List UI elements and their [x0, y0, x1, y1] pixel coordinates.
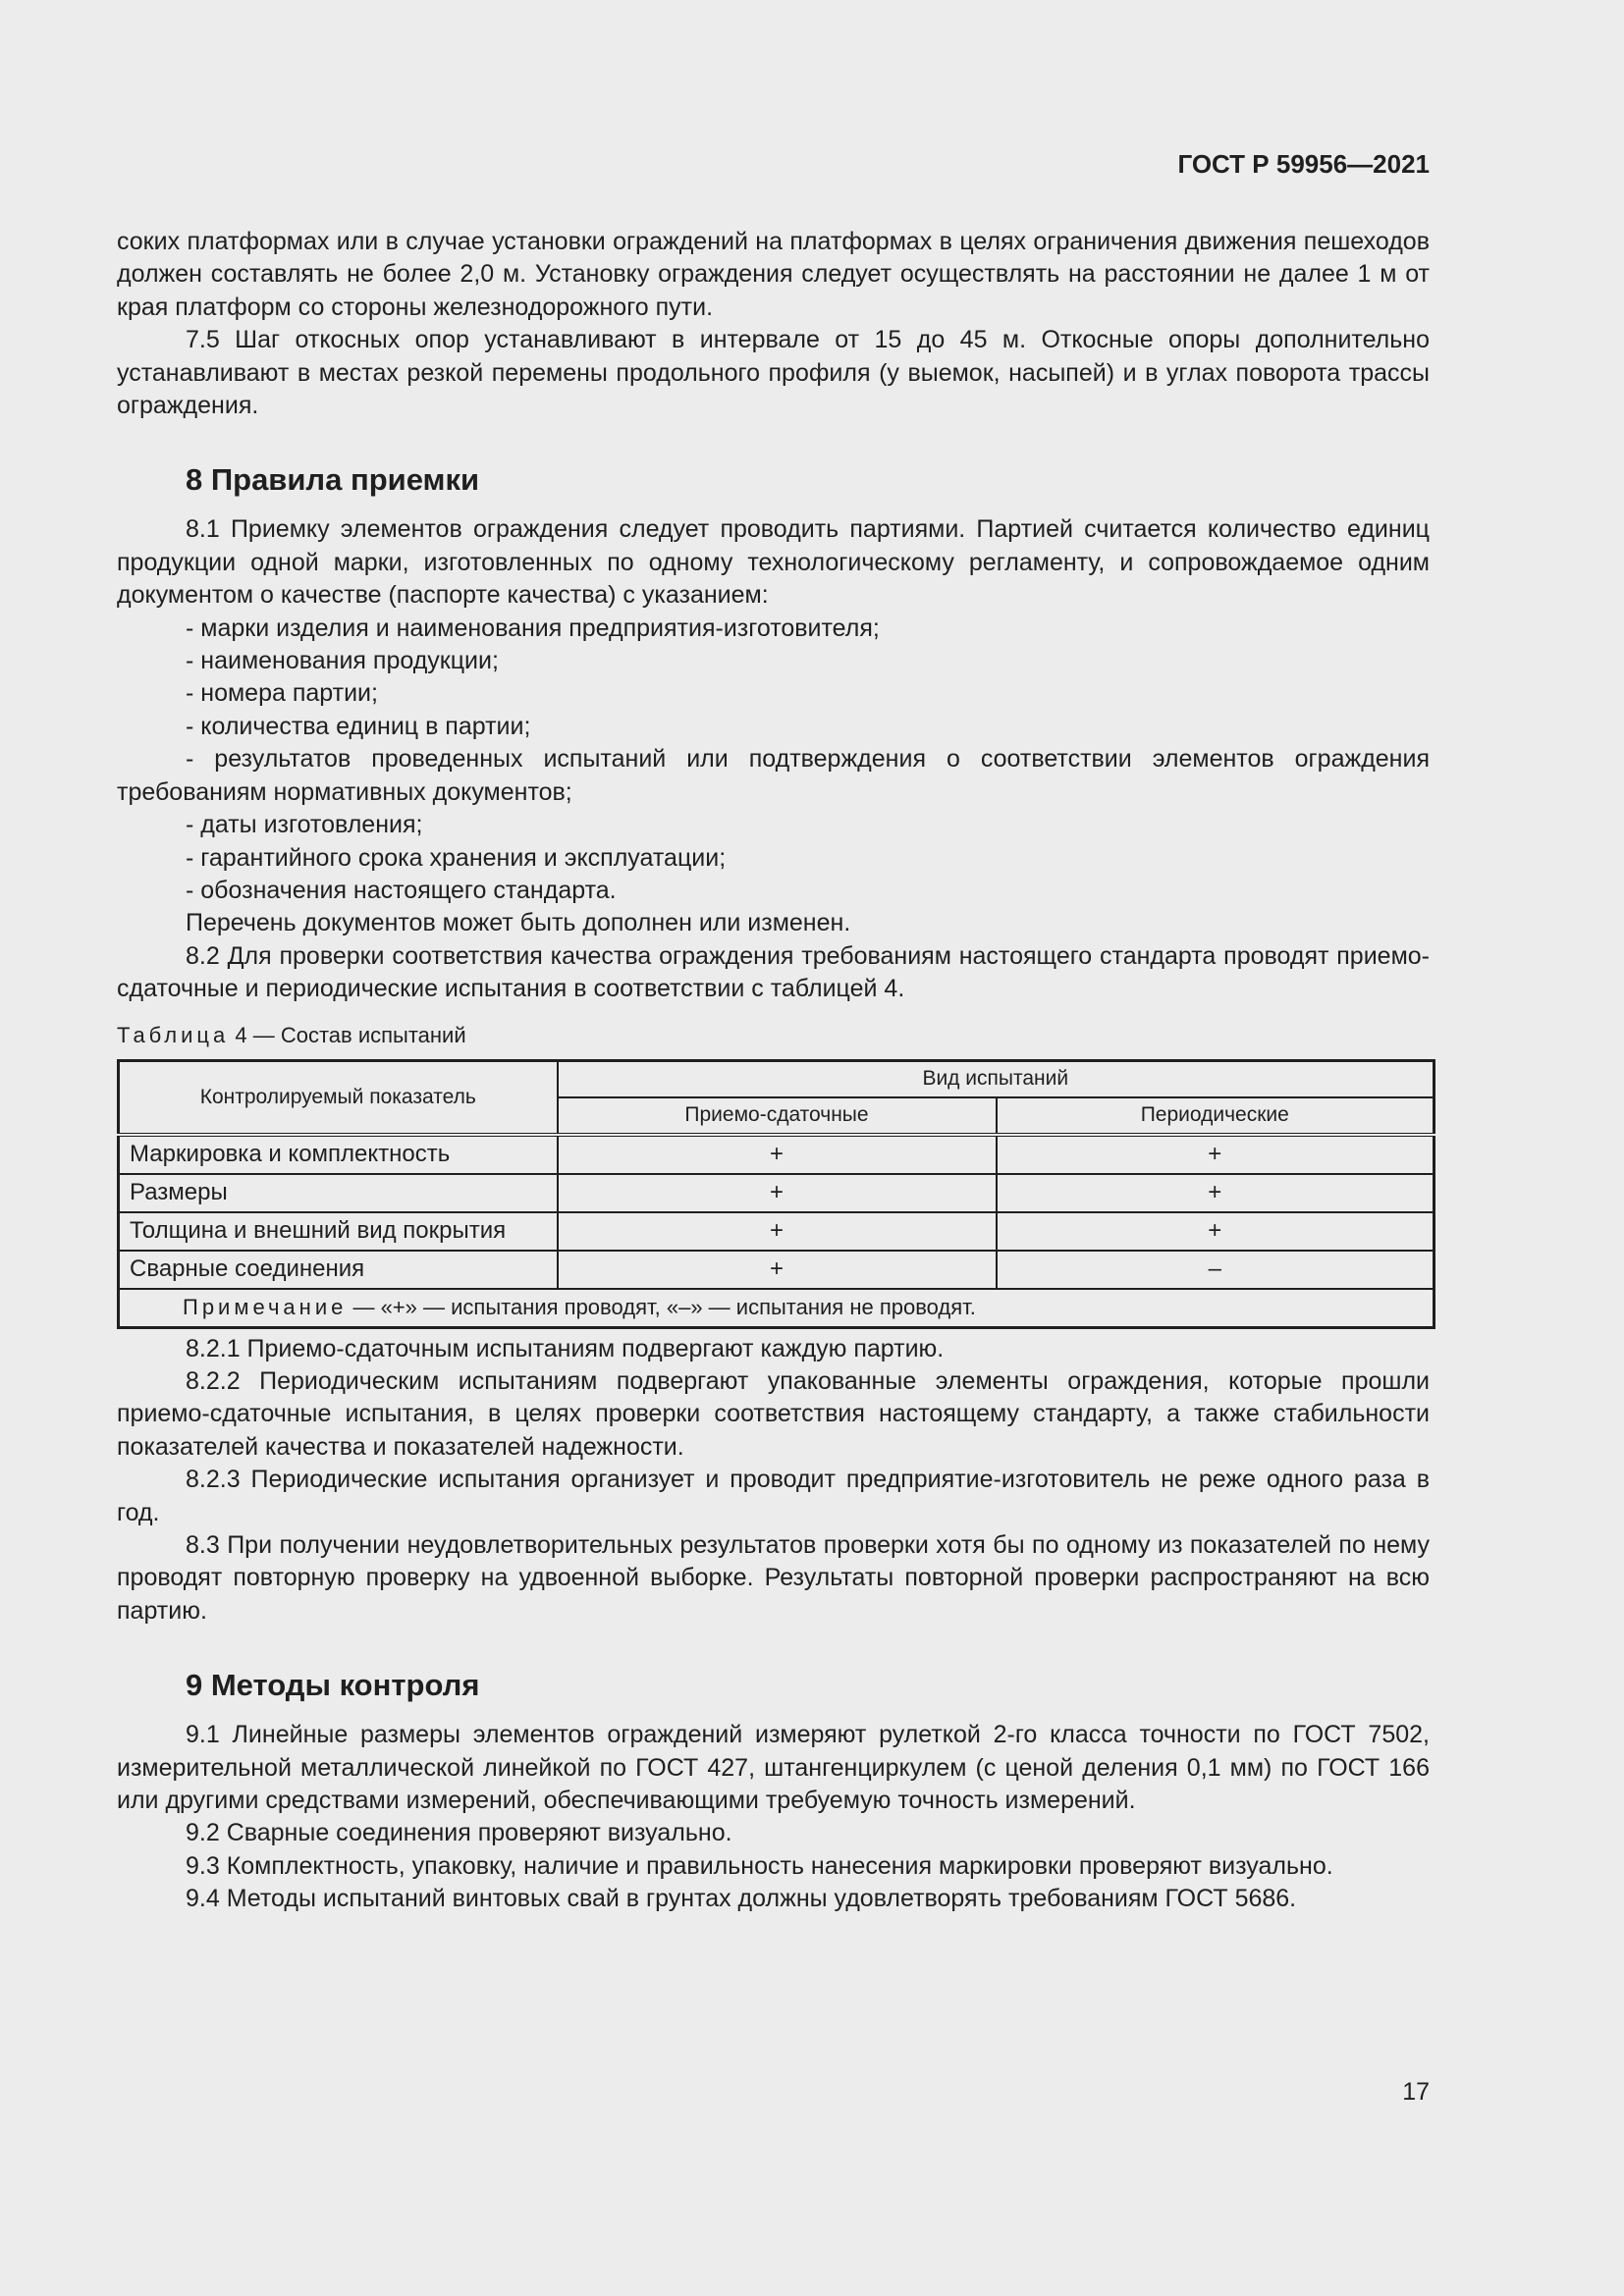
- paragraph-8-2-2: 8.2.2 Периодическим испытаниям подвергают упакованные элементы ограждения, которые прошли приемо-сдаточные испытания, в целях проверки соответствия настоящему стандарту, а также стабильности показателей качества и показателей надежности.: [117, 1366, 1430, 1461]
- col-header-periodic: Периодические: [997, 1097, 1435, 1135]
- table-row: [119, 1135, 1435, 1174]
- row-indicator: Толщина и внешний вид покрытия: [119, 1212, 558, 1251]
- list-item: - наименования продукции;: [186, 647, 499, 675]
- table-note-row: [119, 1289, 1435, 1328]
- paragraph-8-3: 8.3 При получении неудовлетворительных результатов проверки хотя бы по одному из показателей по нему проводят повторную проверку на удвоенной выборке. Результаты повторной проверки распространяют на всю партию.: [117, 1530, 1430, 1625]
- col-header-test-type: Вид испытаний: [558, 1060, 1435, 1097]
- paragraph-9-4: 9.4 Методы испытаний винтовых свай в грунтах должны удовлетворять требованиям ГОСТ 5686.: [186, 1885, 1297, 1913]
- page-number: 17: [1402, 2078, 1430, 2106]
- paragraph-7-5: 7.5 Шаг откосных опор устанавливают в интервале от 15 до 45 м. Откосные опоры дополнительно устанавливают в местах резкой перемены продольного профиля (у выемок, насыпей) и в углах поворота трассы ограждения.: [117, 326, 1430, 420]
- row-periodic-mark: +: [997, 1174, 1435, 1212]
- list-item: - номера партии;: [186, 679, 378, 708]
- paragraph-9-2: 9.2 Сварные соединения проверяют визуально.: [186, 1819, 732, 1847]
- note-label: Примечание: [183, 1295, 348, 1320]
- page-content: [117, 226, 1430, 1916]
- section-8-heading: 8 Правила приемки: [186, 462, 480, 498]
- row-periodic-mark: +: [997, 1212, 1435, 1251]
- row-acceptance-mark: +: [558, 1212, 997, 1251]
- note-text: — «+» — испытания проводят, «–» — испытания не проводят.: [347, 1295, 976, 1320]
- paragraph-list-note: Перечень документов может быть дополнен или изменен.: [186, 909, 851, 937]
- table-4: [117, 1059, 1435, 1329]
- row-periodic-mark: +: [997, 1135, 1435, 1174]
- paragraph-7-4-continued: соких платформах или в случае установки ограждений на платформах в целях ограничения движения пешеходов должен составлять не более 2,0 м. Установку ограждения следует осуществлять на расстоянии не далее 1 м от края платформ со стороны железнодорожного пути.: [117, 228, 1430, 321]
- standard-header: ГОСТ Р 59956—2021: [1177, 149, 1430, 179]
- paragraph-8-1: 8.1 Приемку элементов ограждения следует проводить партиями. Партией считается количество единиц продукции одной марки, изготовленных по одному технологическому регламенту, и сопровождаемое одним документом о качестве (паспорте качества) с указанием:: [117, 515, 1430, 610]
- list-item: - количества единиц в партии;: [186, 712, 531, 740]
- table-row: [119, 1251, 1435, 1289]
- list-item: - марки изделия и наименования предприятия-изготовителя;: [186, 614, 880, 642]
- row-acceptance-mark: +: [558, 1174, 997, 1212]
- table-caption-label: Таблица: [117, 1022, 230, 1047]
- paragraph-8-2-3: 8.2.3 Периодические испытания организует и проводит предприятие-изготовитель не реже одного раза в год.: [117, 1466, 1430, 1526]
- paragraph-8-2: 8.2 Для проверки соответствия качества ограждения требованиям настоящего стандарта проводят приемо-сдаточные и периодические испытания в соответствии с таблицей 4.: [117, 941, 1430, 1003]
- list-item: - гарантийного срока хранения и эксплуатации;: [186, 843, 727, 872]
- paragraph-8-2-1: 8.2.1 Приемо-сдаточным испытаниям подвергают каждую партию.: [186, 1334, 945, 1362]
- row-indicator: Маркировка и комплектность: [119, 1135, 558, 1174]
- row-periodic-mark: –: [997, 1251, 1435, 1289]
- col-header-acceptance: Приемо-сдаточные: [558, 1097, 997, 1135]
- col-header-indicator: Контролируемый показатель: [119, 1060, 558, 1135]
- section-9-heading: 9 Методы контроля: [186, 1668, 480, 1703]
- row-acceptance-mark: +: [558, 1251, 997, 1289]
- table-note: [119, 1289, 1435, 1328]
- row-acceptance-mark: +: [558, 1135, 997, 1174]
- list-item: - даты изготовления;: [186, 811, 423, 839]
- table-row: [119, 1174, 1435, 1212]
- paragraph-9-1: 9.1 Линейные размеры элементов ограждений измеряют рулеткой 2-го класса точности по ГОСТ 7502, измерительной металлической линейкой по ГОСТ 427, штангенциркулем (с ценой деления 0,1 мм) по ГОСТ 166 или другими средствами измерений, обеспечивающими требуемую точность измерений.: [117, 1721, 1430, 1814]
- paragraph-9-3: 9.3 Комплектность, упаковку, наличие и правильность нанесения маркировки проверяют визуально.: [186, 1851, 1333, 1880]
- table-4-caption: [117, 1021, 1430, 1050]
- row-indicator: Сварные соединения: [119, 1251, 558, 1289]
- table-caption-title: 4 — Состав испытаний: [229, 1022, 466, 1047]
- list-item: - обозначения настоящего стандарта.: [186, 876, 617, 904]
- row-indicator: Размеры: [119, 1174, 558, 1212]
- list-item: - результатов проведенных испытаний или подтверждения о соответствии элементов ограждения требованиям нормативных документов;: [117, 745, 1430, 806]
- table-row: [119, 1212, 1435, 1251]
